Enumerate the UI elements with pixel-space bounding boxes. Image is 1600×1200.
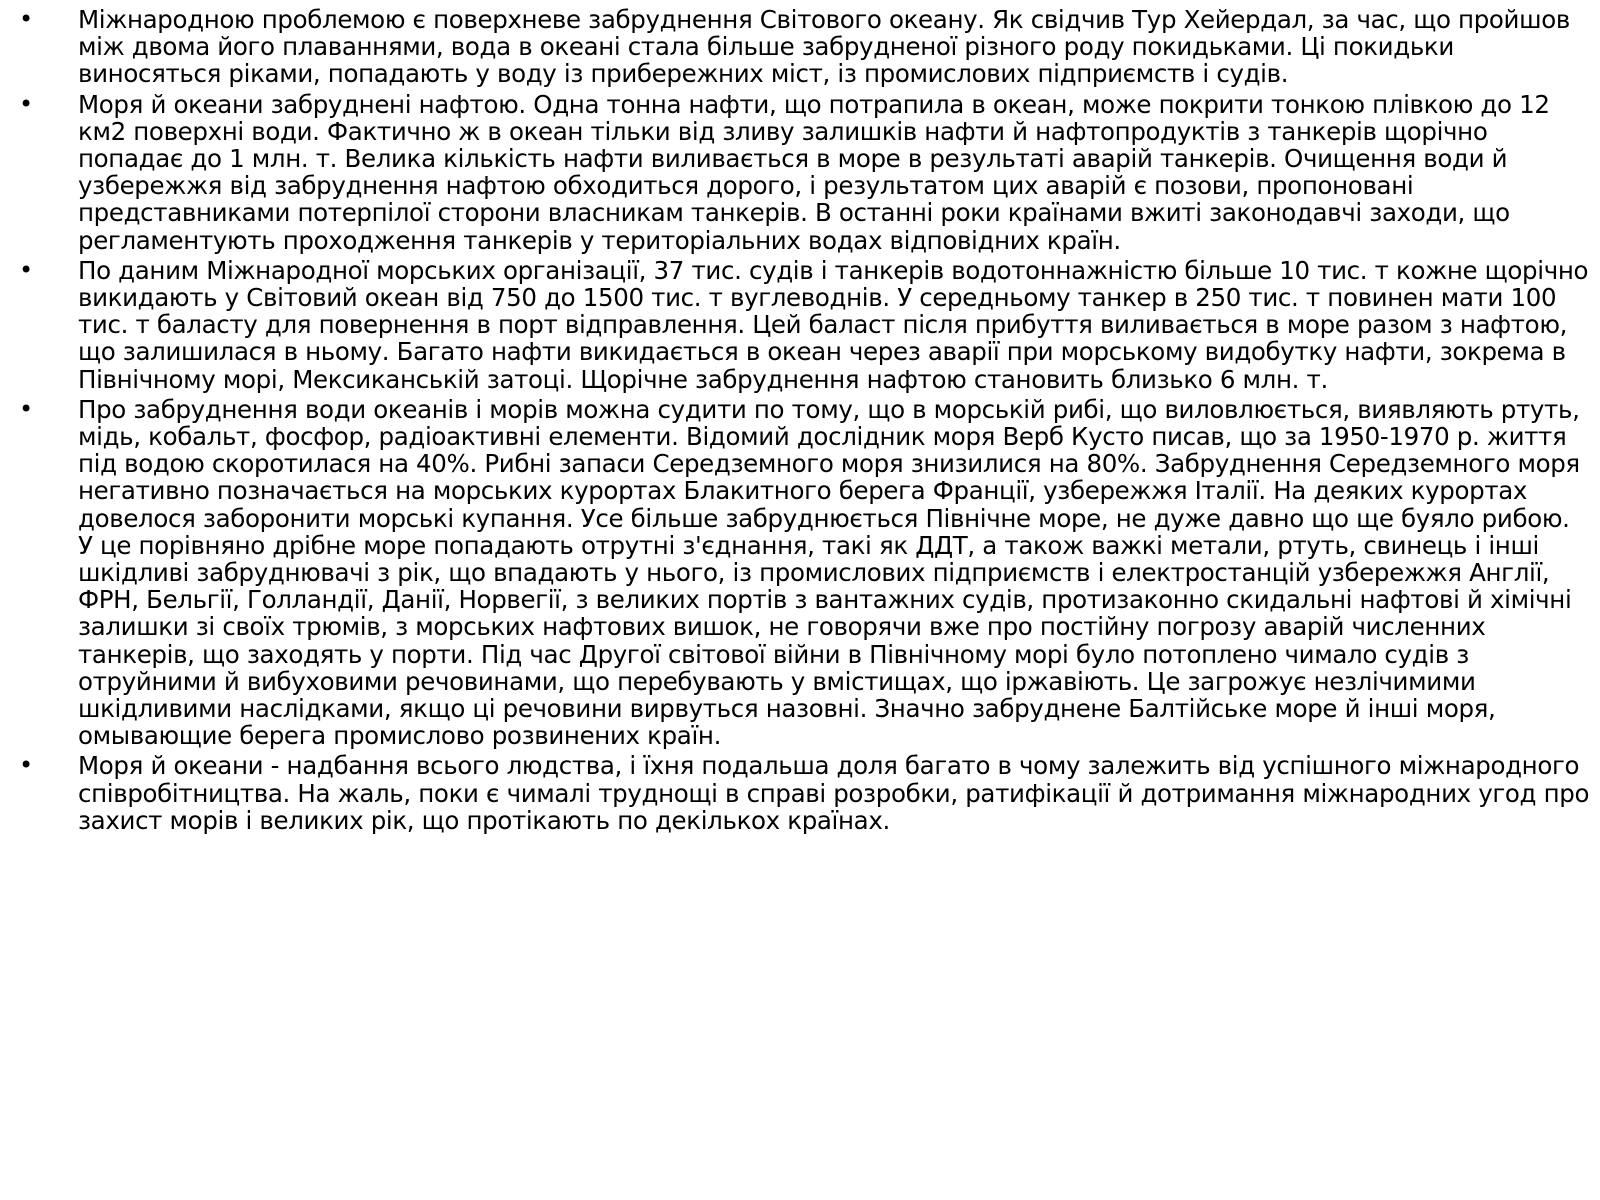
paragraph-text: Моря й океани - надбання всього людства, і їхня подальша доля багато в чому залежить від успішного міжнародного співробітництва. На жаль, поки є чималі труднощі в справі розробки, ратифікації й дотримання міжнародних угод про захист морів і великих рік, що протікають по декількох країнах. (78, 751, 1590, 835)
bullet-marker: • (19, 255, 33, 284)
bullet-item-5 (0, 752, 1600, 834)
paragraph-text: По даним Міжнародної морських організації, 37 тис. судів і танкерів водотоннажністю більше 10 тис. т кожне щорічно викидають у Світовий океан від 750 до 1500 тис. т вуглеводнів. У середньому танкер в 250 тис. т повинен мати 100 тис. т баласту для повернення в порт відправлення. Цей баласт після прибуття виливається в море разом з нафтою, що залишилася в ньому. Багато нафти викидається в океан через аварії при морському видобутку нафти, зокрема в Північному морі, Мексиканській затоці. Щорічне забруднення нафтою становить близько 6 млн. т. (78, 255, 1589, 394)
paragraph-text: Про забруднення води океанів і морів можна судити по тому, що в морській рибі, що виловлюється, виявляють ртуть, мідь, кобальт, фосфор, радіоактивні елементи. Відомий дослідник моря Верб Кусто писав, що за 1950-1970 р. життя під водою скоротилася на 40%. Рибні запаси Середземного моря знизилися на 80%. Забруднення Середземного моря негативно позначається на морських курортах Блакитного берега Франції, узбережжя Італії. На деяких курортах довелося заборонити морські купання. Усе більше забруднюється Північне море, не дуже давно що ще буяло рибою. У це порівняно дрібне море попадають отрутні з'єднання, такі як ДДТ, а також важкі метали, ртуть, свинець і інші шкідливі забруднювачі з рік, що впадають у нього, із промислових підприємств і електростанцій узбережжя Англії, ФРН, Бельгії, Голландії, Данії, Норвегії, з великих портів з вантажних судів, протизаконно скидальні нафтові й хімічні залишки зі своїх трюмів, з морських нафтових вишок, не говорячи вже про постійну погрозу аварій численних танкерів, що заходять у порти. Під час Другої світової війни в Північному морі було потоплено чимало судів з отруйними й вибуховими речовинами, що перебувають у вмістищах, що іржавіють. Це загрожує незлічимими шкідливими наслідками, якщо ці речовини вирвуться назовні. Значно забруднене Балтійське море й інші моря, омывающие берега промислово розвинених країн. (78, 394, 1580, 751)
bullet-marker: • (19, 751, 33, 780)
paragraph-text: Міжнародною проблемою є поверхневе забруднення Світового океану. Як свідчив Тур Хейердал, за час, що пройшов між двома його плаваннями, вода в океані стала більше забрудненої різного роду покидьками. Ці покидьки виносяться ріками, попадають у воду із прибережних міст, із промислових підприємств і судів. (78, 5, 1570, 89)
bullet-marker: • (19, 89, 33, 118)
bullet-marker: • (19, 5, 33, 33)
paragraph-text: Моря й океани забруднені нафтою. Одна тонна нафти, що потрапила в океан, може покрити тонкою плівкою до 12 км2 поверхні води. Фактично ж в океан тільки від зливу залишків нафти й нафтопродуктів з танкерів щорічно попадає до 1 млн. т. Велика кількість нафти виливається в море в результаті аварій танкерів. Очищення води й узбережжя від забруднення нафтою обходиться дорого, і результатом цих аварій є позови, пропоновані представниками потерпілої сторони власникам танкерів. В останні роки країнами вжиті законодавчі заходи, що регламентують проходження танкерів у територіальних водах відповідних країн. (78, 89, 1550, 255)
bullet-list (0, 6, 1600, 837)
bullet-item-3 (0, 257, 1600, 393)
bullet-item-1 (0, 6, 1600, 88)
bullet-marker: • (19, 394, 33, 423)
bullet-item-2 (0, 91, 1600, 254)
bullet-item-4 (0, 396, 1600, 750)
